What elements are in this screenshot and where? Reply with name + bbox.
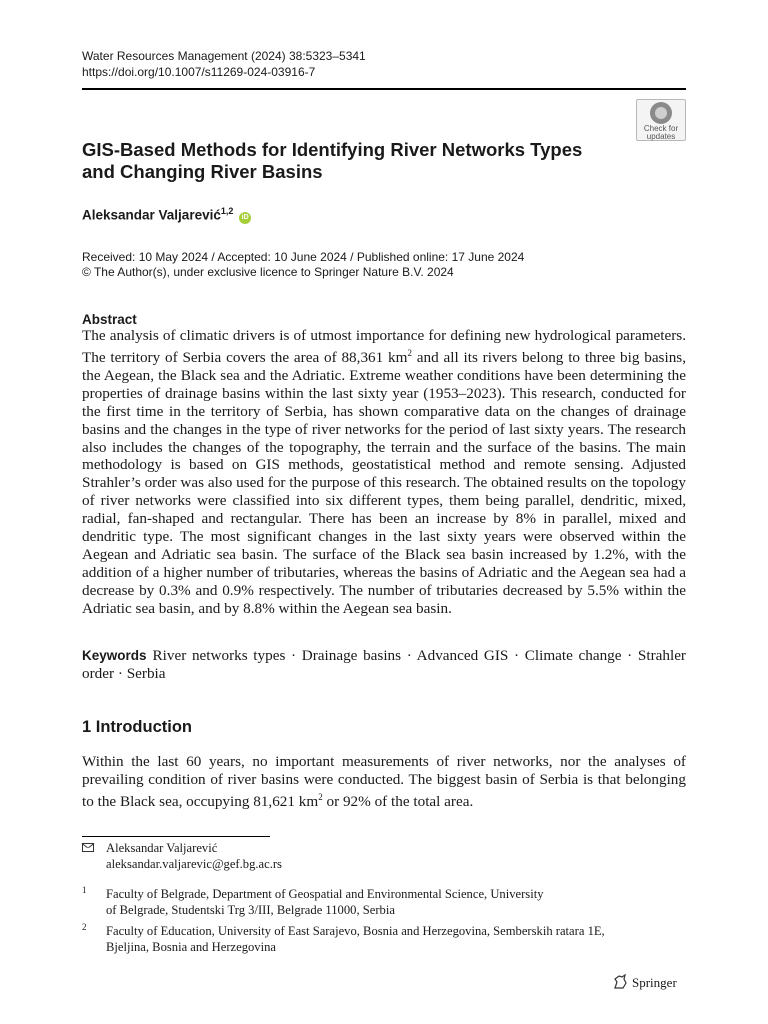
publisher-name: Springer — [632, 975, 677, 990]
author-line — [82, 206, 251, 224]
affiliation-1: Faculty of Belgrade, Department of Geospatial and Environmental Science, University of Belgrade, Studentski Trg 3/III, Belgrade 11000, Serbia — [106, 887, 544, 917]
journal-header — [82, 48, 366, 80]
check-updates-label: Check for updates — [643, 124, 679, 141]
springer-horse-icon — [612, 974, 628, 990]
keywords-label: Keywords — [82, 648, 147, 663]
abstract-heading: Abstract — [82, 312, 137, 327]
contact-name: Aleksandar Valjarević — [106, 841, 218, 855]
keywords — [82, 647, 686, 683]
envelope-icon — [82, 843, 94, 852]
paper-title: GIS-Based Methods for Identifying River Networks Types and Changing River Basins — [82, 139, 583, 182]
section-heading-introduction: 1 Introduction — [82, 718, 192, 736]
contact-email[interactable]: aleksandar.valjarevic@gef.bg.ac.rs — [106, 857, 282, 871]
check-for-updates-button[interactable] — [636, 99, 686, 141]
affiliation-2-mark: 2 — [82, 922, 87, 932]
orcid-icon[interactable]: iD — [239, 212, 251, 224]
header-divider — [82, 88, 686, 90]
article-history: Received: 10 May 2024 / Accepted: 10 June 2024 / Published online: 17 June 2024 — [82, 250, 525, 264]
affiliation-1-mark: 1 — [82, 885, 87, 895]
corresponding-author — [106, 840, 282, 872]
author-name[interactable]: Aleksandar Valjarević — [82, 207, 221, 223]
keywords-list: River networks types · Drainage basins · Advanced GIS · Climate change · Strahler order · Serbia — [82, 647, 686, 682]
journal-citation: Water Resources Management (2024) 38:5323–5341 — [82, 49, 366, 63]
author-affiliation-marks: 1,2 — [220, 206, 234, 216]
affiliation-2: Faculty of Education, University of East Sarajevo, Bosnia and Herzegovina, Semberskih ratara 1E, Bjeljina, Bosnia and Herzegovina — [106, 924, 605, 954]
abstract-text: The analysis of climatic drivers is of utmost importance for defining new hydrological parameters. The territory of Serbia covers the area of 88,361 $km^2$ and all its rivers belong to three big basins, the Aegean, the Black sea and the Adriatic. Extreme weather conditions have been determining the properties of drainage basins within the last sixty year (1953–2023). This research, conducted for the first time in the territory of Serbia, has shown comparative data on the changes of drainage basins and the changes in the type of river networks for the period of last sixty years. The research also includes the changes of the topography, the terrain and the surface of the basins. The main methodology is based on GIS methods, geostatistical method and remote sensing. Adjusted Strahler’s order was also used for the purpose of this research. The obtained results on the topology of river networks were classified into six different types, them being parallel, dendritic, mixed, radial, fan-shaped and rectangular. There has been an increase by 8% in parallel, mixed and dendritic type. The most significant changes in the last sixty years were observed within the Aegean and Adriatic sea basin. The surface of the Black sea basin increased by 1.2%, with the addition of a higher number of tributaries, whereas the basins of Adriatic and the Aegean sea had a decrease by 0.3% and 0.9% respectively. The number of tributaries decreased by 5.5% within the Adriatic sea basin, and by 8.8% within the Aegean sea basin. — [82, 327, 686, 617]
footnote-divider — [82, 836, 270, 837]
introduction-text: Within the last 60 years, no important measurements of river networks, nor the analyses of prevailing condition of river basins were conducted. The biggest basin of Serbia is that belonging to the Black sea, occupying 81,621 $km^2$ or 92% of the total area. — [82, 753, 686, 810]
crossmark-icon — [650, 102, 672, 124]
publisher-logo — [612, 974, 677, 991]
copyright-notice: © The Author(s), under exclusive licence to Springer Nature B.V. 2024 — [82, 265, 454, 279]
doi-link[interactable]: https://doi.org/10.1007/s11269-024-03916-7 — [82, 65, 316, 79]
publication-dates — [82, 250, 524, 280]
